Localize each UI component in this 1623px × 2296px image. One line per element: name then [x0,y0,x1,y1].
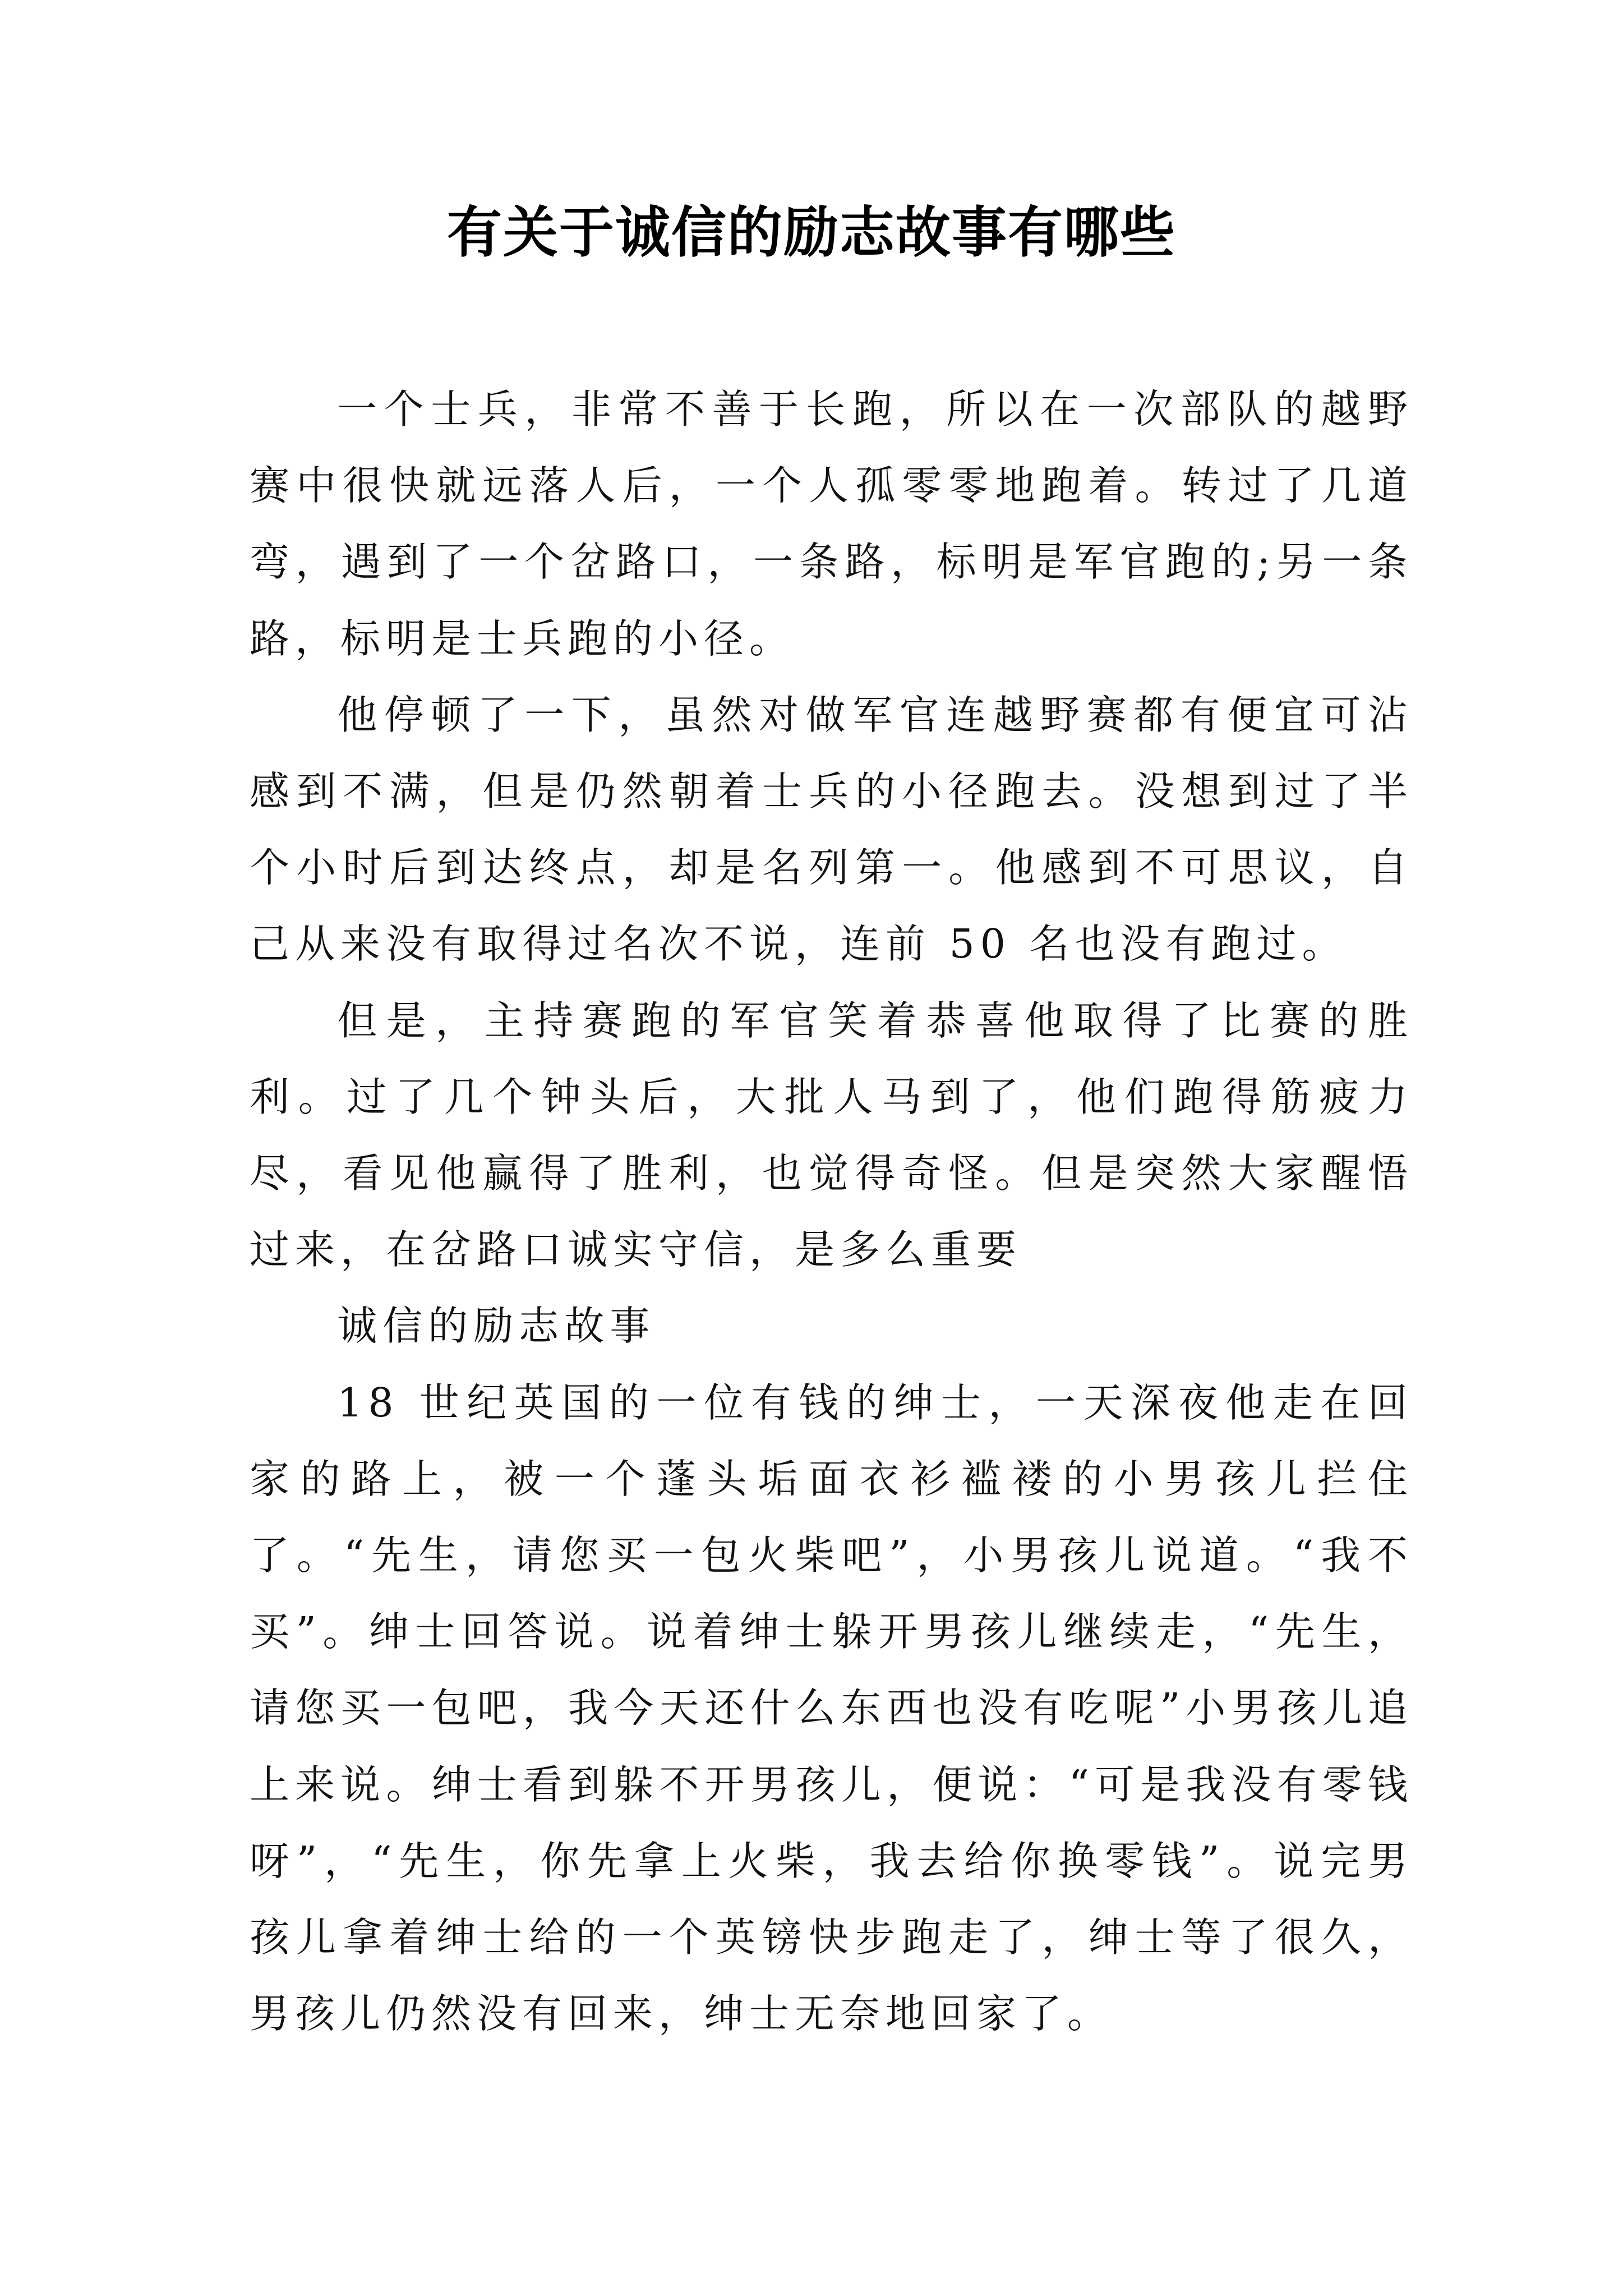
paragraph-soldier-race: 一个士兵，非常不善于长跑，所以在一次部队的越野赛中很快就远落人后，一个人孤零零地跑着。转过了几道弯，遇到了一个岔路口，一条路，标明是军官跑的;另一条路，标明是士兵跑的小径。 [250,386,1413,662]
document-title: 有关于诚信的励志故事有哪些 [446,200,1176,265]
paragraph-race-result: 但是，主持赛跑的军官笑着恭喜他取得了比赛的胜利。过了几个钟头后，大批人马到了，他们跑得筋疲力尽，看见他赢得了胜利，也觉得奇怪。但是突然大家醒悟过来，在岔路口诚实守信，是多么重要 [250,997,1413,1273]
paragraph-gentleman-story: 18 世纪英国的一位有钱的绅士，一天深夜他走在回家的路上，被一个蓬头垢面衣衫褴褛的小男孩儿拦住了。“先生，请您买一包火柴吧”，小男孩儿说道。“我不买”。绅士回答说。说着绅士躲开男孩儿继续走，“先生，请您买一包吧，我今天还什么东西也没有吃呢”小男孩儿追上来说。绅士看到躲不开男孩儿，便说：“可是我没有零钱呀”，“先生，你先拿上火柴，我去给你换零钱”。说完男孩儿拿着绅士给的一个英镑快步跑走了，绅士等了很久，男孩儿仍然没有回来，绅士无奈地回家了。 [250,1379,1413,2037]
section-heading: 诚信的励志故事 [337,1303,656,1350]
paragraph-soldier-choice: 他停顿了一下，虽然对做军官连越野赛都有便宜可沾感到不满，但是仍然朝着士兵的小径跑去。没想到过了半个小时后到达终点，却是名列第一。他感到不可思议，自己从来没有取得过名次不说，连前 50 名也没有跑过。 [250,691,1413,968]
document-body [250,371,1413,2052]
